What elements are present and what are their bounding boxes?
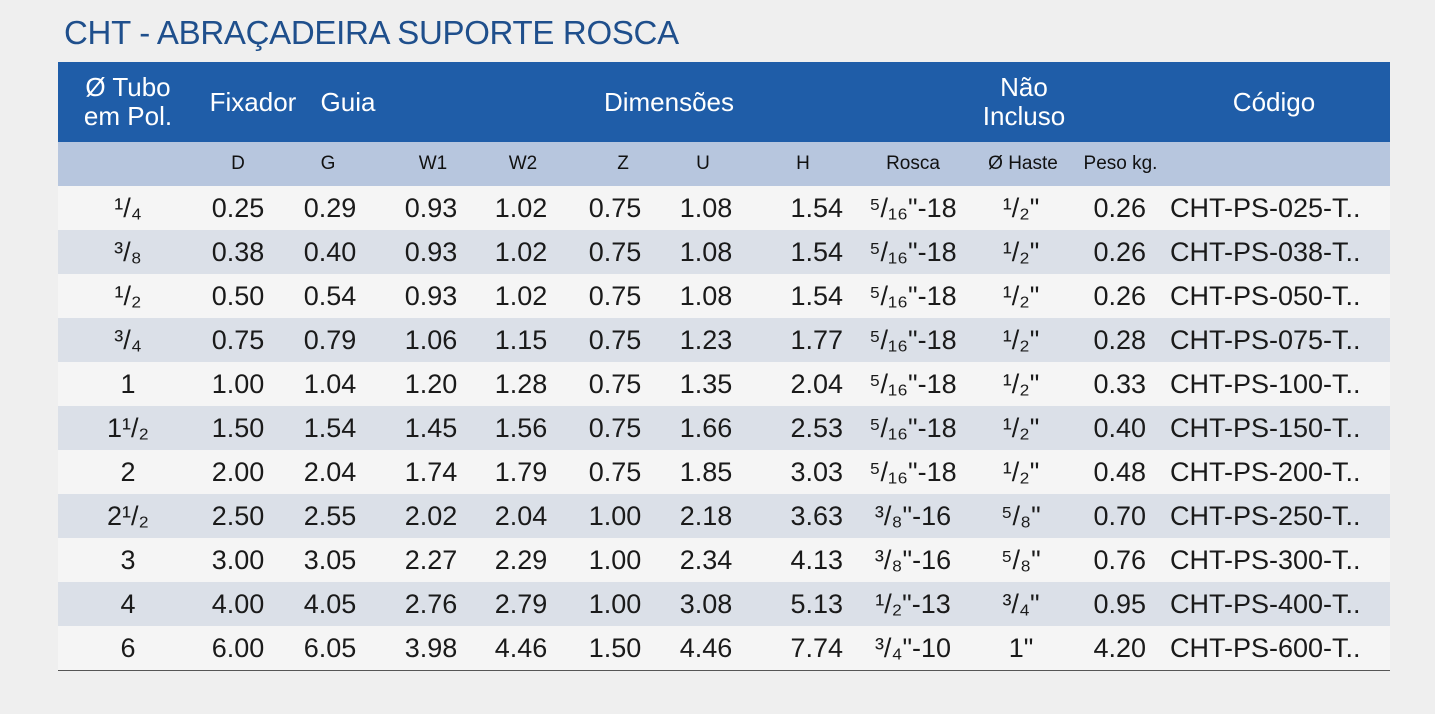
cell-w1: 3.98 [404,632,458,663]
cell-w2: 1.28 [494,368,548,399]
cell-rosca: ³/₈"-16 [874,500,952,531]
cell-d: 6.00 [211,632,265,663]
cell-haste: ¹/₂" [1002,192,1040,223]
cell-u: 1.35 [679,368,733,399]
cell-g: 1.54 [303,412,357,443]
cell-codigo: CHT-PS-100-T.. [1170,368,1361,399]
cell-z: 0.75 [588,456,642,487]
cell-g: 2.04 [303,456,357,487]
cell-h: 1.54 [790,192,843,223]
cell-haste: ¹/₂" [1002,456,1040,487]
cell-peso: 0.95 [1093,588,1146,619]
cell-z: 1.50 [588,632,642,663]
cell-rosca: ⁵/₁₆"-18 [869,192,957,223]
subheader-z: Z [617,153,629,174]
cell-u: 1.85 [679,456,733,487]
table-row [58,230,1390,274]
cell-w2: 4.46 [494,632,548,663]
header-guia: Guia [320,86,376,117]
cell-w1: 1.45 [404,412,458,443]
table-row [58,582,1390,626]
cell-tubo: ³/₄ [114,324,142,355]
cell-h: 3.63 [790,500,843,531]
subheader-u: U [696,153,710,174]
cell-z: 0.75 [588,324,642,355]
cell-codigo: CHT-PS-250-T.. [1170,500,1361,531]
cell-w2: 1.02 [494,192,548,223]
cell-peso: 0.26 [1093,280,1146,311]
cell-haste: ¹/₂" [1002,368,1040,399]
cell-w2: 2.29 [494,544,548,575]
cell-peso: 0.40 [1093,412,1146,443]
cell-rosca: ⁵/₁₆"-18 [869,412,957,443]
cell-w1: 2.02 [404,500,458,531]
cell-z: 1.00 [588,588,642,619]
table-row [58,494,1390,538]
cell-w2: 2.04 [494,500,548,531]
cell-d: 2.00 [211,456,265,487]
header-dimensoes: Dimensões [603,86,735,117]
cell-codigo: CHT-PS-150-T.. [1170,412,1361,443]
cell-z: 0.75 [588,280,642,311]
cell-w1: 2.27 [404,544,458,575]
cell-rosca: ³/₄"-10 [874,632,952,663]
cell-g: 3.05 [303,544,357,575]
cell-tubo: 4 [120,588,136,619]
cell-g: 2.55 [303,500,357,531]
cell-codigo: CHT-PS-050-T.. [1170,280,1361,311]
page-title: CHT - ABRAÇADEIRA SUPORTE ROSCA [64,14,679,51]
cell-g: 0.29 [303,192,357,223]
cell-z: 1.00 [588,500,642,531]
cell-haste: ¹/₂" [1002,236,1040,267]
cell-d: 0.50 [211,280,265,311]
cell-rosca: ⁵/₁₆"-18 [869,236,957,267]
cell-haste: ¹/₂" [1002,280,1040,311]
cell-tubo: ¹/₄ [114,192,142,223]
cell-w2: 1.15 [494,324,548,355]
cell-tubo: 3 [120,544,136,575]
table-row [58,186,1390,230]
cell-peso: 4.20 [1093,632,1146,663]
table-row [58,318,1390,362]
cell-w1: 1.20 [404,368,458,399]
cell-w1: 1.06 [404,324,458,355]
cell-u: 2.34 [679,544,733,575]
cell-w2: 2.79 [494,588,548,619]
cell-tubo: 1 [120,368,136,399]
cell-w1: 2.76 [404,588,458,619]
cell-g: 1.04 [303,368,357,399]
cell-tubo: 1¹/₂ [107,412,149,443]
cell-haste: ⁵/₈" [1001,544,1041,575]
table-subheader [58,142,1390,186]
table-row [58,274,1390,318]
subheader-w1: W1 [418,153,448,174]
cell-h: 7.74 [790,632,843,663]
cell-z: 1.00 [588,544,642,575]
cell-tubo: 2 [120,456,136,487]
cell-peso: 0.26 [1093,192,1146,223]
cell-codigo: CHT-PS-600-T.. [1170,632,1361,663]
table-bottom-rule [58,670,1390,671]
cell-d: 4.00 [211,588,265,619]
subheader-g: G [320,153,336,174]
subheader-peso: Peso kg. [1083,153,1158,174]
cell-tubo: 6 [120,632,136,663]
cell-codigo: CHT-PS-025-T.. [1170,192,1361,223]
cell-d: 0.75 [211,324,265,355]
cell-u: 1.08 [679,236,733,267]
cell-h: 2.04 [790,368,843,399]
cell-haste: ³/₄" [1002,588,1040,619]
header-fixador: Fixador [209,86,297,117]
cell-g: 0.79 [303,324,357,355]
subheader-h: H [796,153,810,174]
cell-u: 1.23 [679,324,733,355]
subheader-w2: W2 [508,153,538,174]
cell-d: 0.25 [211,192,265,223]
cell-codigo: CHT-PS-300-T.. [1170,544,1361,575]
cell-d: 0.38 [211,236,265,267]
cell-h: 1.54 [790,280,843,311]
cell-u: 1.08 [679,192,733,223]
table-row [58,538,1390,582]
cell-u: 3.08 [679,588,733,619]
cell-peso: 0.26 [1093,236,1146,267]
cell-w1: 0.93 [404,192,458,223]
cell-rosca: ⁵/₁₆"-18 [869,280,957,311]
cell-d: 1.50 [211,412,265,443]
cell-haste: ¹/₂" [1002,412,1040,443]
table-header [58,62,1390,142]
cell-z: 0.75 [588,192,642,223]
cell-rosca: ⁵/₁₆"-18 [869,456,957,487]
cell-h: 3.03 [790,456,843,487]
cell-tubo: ¹/₂ [114,280,142,311]
cell-rosca: ¹/₂"-13 [875,588,951,619]
cell-g: 6.05 [303,632,357,663]
cell-w1: 1.74 [404,456,458,487]
cell-codigo: CHT-PS-038-T.. [1170,236,1361,267]
cell-peso: 0.70 [1093,500,1146,531]
table-body [58,186,1390,670]
cell-z: 0.75 [588,412,642,443]
cell-peso: 0.33 [1093,368,1146,399]
cell-peso: 0.48 [1093,456,1146,487]
cell-u: 2.18 [679,500,733,531]
cell-z: 0.75 [588,368,642,399]
cell-haste: ¹/₂" [1002,324,1040,355]
cell-w2: 1.79 [494,456,548,487]
cell-h: 2.53 [790,412,843,443]
table-row [58,450,1390,494]
cell-d: 2.50 [211,500,265,531]
cell-rosca: ⁵/₁₆"-18 [869,368,957,399]
cell-u: 1.08 [679,280,733,311]
cell-d: 3.00 [211,544,265,575]
cell-haste: 1" [1008,632,1034,663]
cell-g: 0.40 [303,236,357,267]
table-row [58,626,1390,670]
header-codigo: Código [1232,86,1316,117]
table-row [58,362,1390,406]
subheader-haste: Ø Haste [988,153,1058,174]
header-nao-incluso: Não Incluso [982,72,1066,131]
cell-tubo: ³/₈ [114,236,142,267]
cell-codigo: CHT-PS-200-T.. [1170,456,1361,487]
cell-h: 1.77 [790,324,843,355]
cell-w1: 0.93 [404,280,458,311]
cell-d: 1.00 [211,368,265,399]
cell-haste: ⁵/₈" [1001,500,1041,531]
cell-w2: 1.56 [494,412,548,443]
cell-rosca: ³/₈"-16 [874,544,952,575]
cell-tubo: 2¹/₂ [107,500,149,531]
cell-h: 5.13 [790,588,843,619]
cell-codigo: CHT-PS-075-T.. [1170,324,1361,355]
cell-u: 4.46 [679,632,733,663]
spec-table [58,62,1390,671]
cell-h: 4.13 [790,544,843,575]
table-row [58,406,1390,450]
cell-g: 4.05 [303,588,357,619]
cell-peso: 0.76 [1093,544,1146,575]
cell-g: 0.54 [303,280,357,311]
cell-w2: 1.02 [494,280,548,311]
subheader-d: D [231,153,245,174]
subheader-rosca: Rosca [886,153,940,174]
header-tubo: Ø Tubo em Pol. [83,72,173,131]
cell-z: 0.75 [588,236,642,267]
cell-rosca: ⁵/₁₆"-18 [869,324,957,355]
cell-codigo: CHT-PS-400-T.. [1170,588,1361,619]
cell-w2: 1.02 [494,236,548,267]
cell-w1: 0.93 [404,236,458,267]
cell-peso: 0.28 [1093,324,1146,355]
cell-u: 1.66 [679,412,733,443]
cell-h: 1.54 [790,236,843,267]
